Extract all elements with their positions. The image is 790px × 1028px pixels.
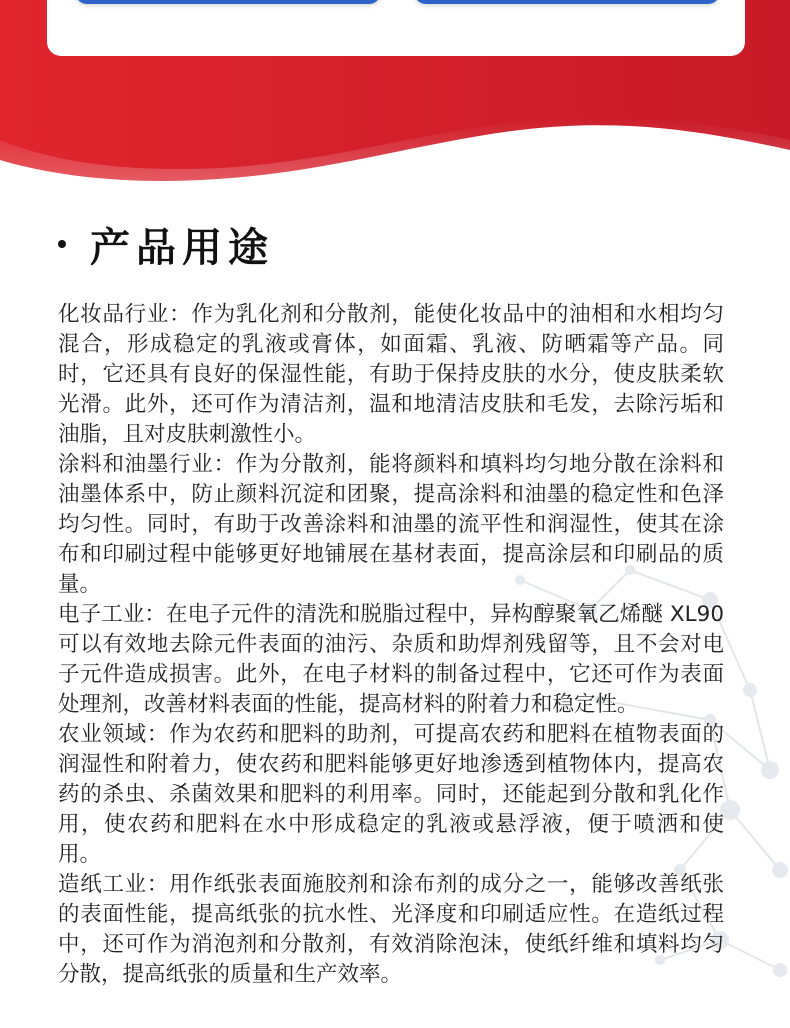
- paragraph-electronics: 电子工业：在电子元件的清洗和脱脂过程中，异构醇聚氧乙烯醚 XL90 可以有效地去除元件表面的油污、杂质和助焊剂残留等，且不会对电子元件造成损害。此外，在电子材料的制备过程中，它还可作为表面处理剂，改善材料表面的性能，提高材料的附着力和稳定性。: [58, 602, 724, 717]
- section-title: 产品用途: [90, 224, 274, 271]
- card-button-left[interactable]: [75, 0, 381, 4]
- paragraph-cosmetics: 化妆品行业：作为乳化剂和分散剂，能使化妆品中的油相和水相均匀混合，形成稳定的乳液或膏体，如面霜、乳液、防晒霜等产品。同时，它还具有良好的保湿性能，有助于保持皮肤的水分，使皮肤柔软光滑。此外，还可作为清洁剂，温和地清洁皮肤和毛发，去除污垢和油脂，且对皮肤刺激性小。: [58, 302, 724, 447]
- info-card: [47, 0, 745, 56]
- paragraph-papermaking: 造纸工业：用作纸张表面施胶剂和涂布剂的成分之一，能够改善纸张的表面性能，提高纸张的抗水性、光泽度和印刷适应性。在造纸过程中，还可作为消泡剂和分散剂，有效消除泡沫，使纸纤维和填料均匀分散，提高纸张的质量和生产效率。: [58, 872, 724, 987]
- usage-content: [58, 300, 724, 990]
- paragraph-agriculture: 农业领域：作为农药和肥料的助剂，可提高农药和肥料在植物表面的润湿性和附着力，使农药和肥料能够更好地渗透到植物体内，提高农药的杀虫、杀菌效果和肥料的利用率。同时，还能起到分散和乳化作用，使农药和肥料在水中形成稳定的乳液或悬浮液，便于喷洒和使用。: [58, 722, 724, 867]
- section-heading: [58, 214, 274, 274]
- card-button-right[interactable]: [414, 0, 720, 4]
- bullet-icon: [58, 240, 66, 248]
- paragraph-coatings: 涂料和油墨行业：作为分散剂，能将颜料和填料均匀地分散在涂料和油墨体系中，防止颜料沉淀和团聚，提高涂料和油墨的稳定性和色泽均匀性。同时，有助于改善涂料和油墨的流平性和润湿性，使其在涂布和印刷过程中能够更好地铺展在基材表面，提高涂层和印刷品的质量。: [58, 452, 724, 597]
